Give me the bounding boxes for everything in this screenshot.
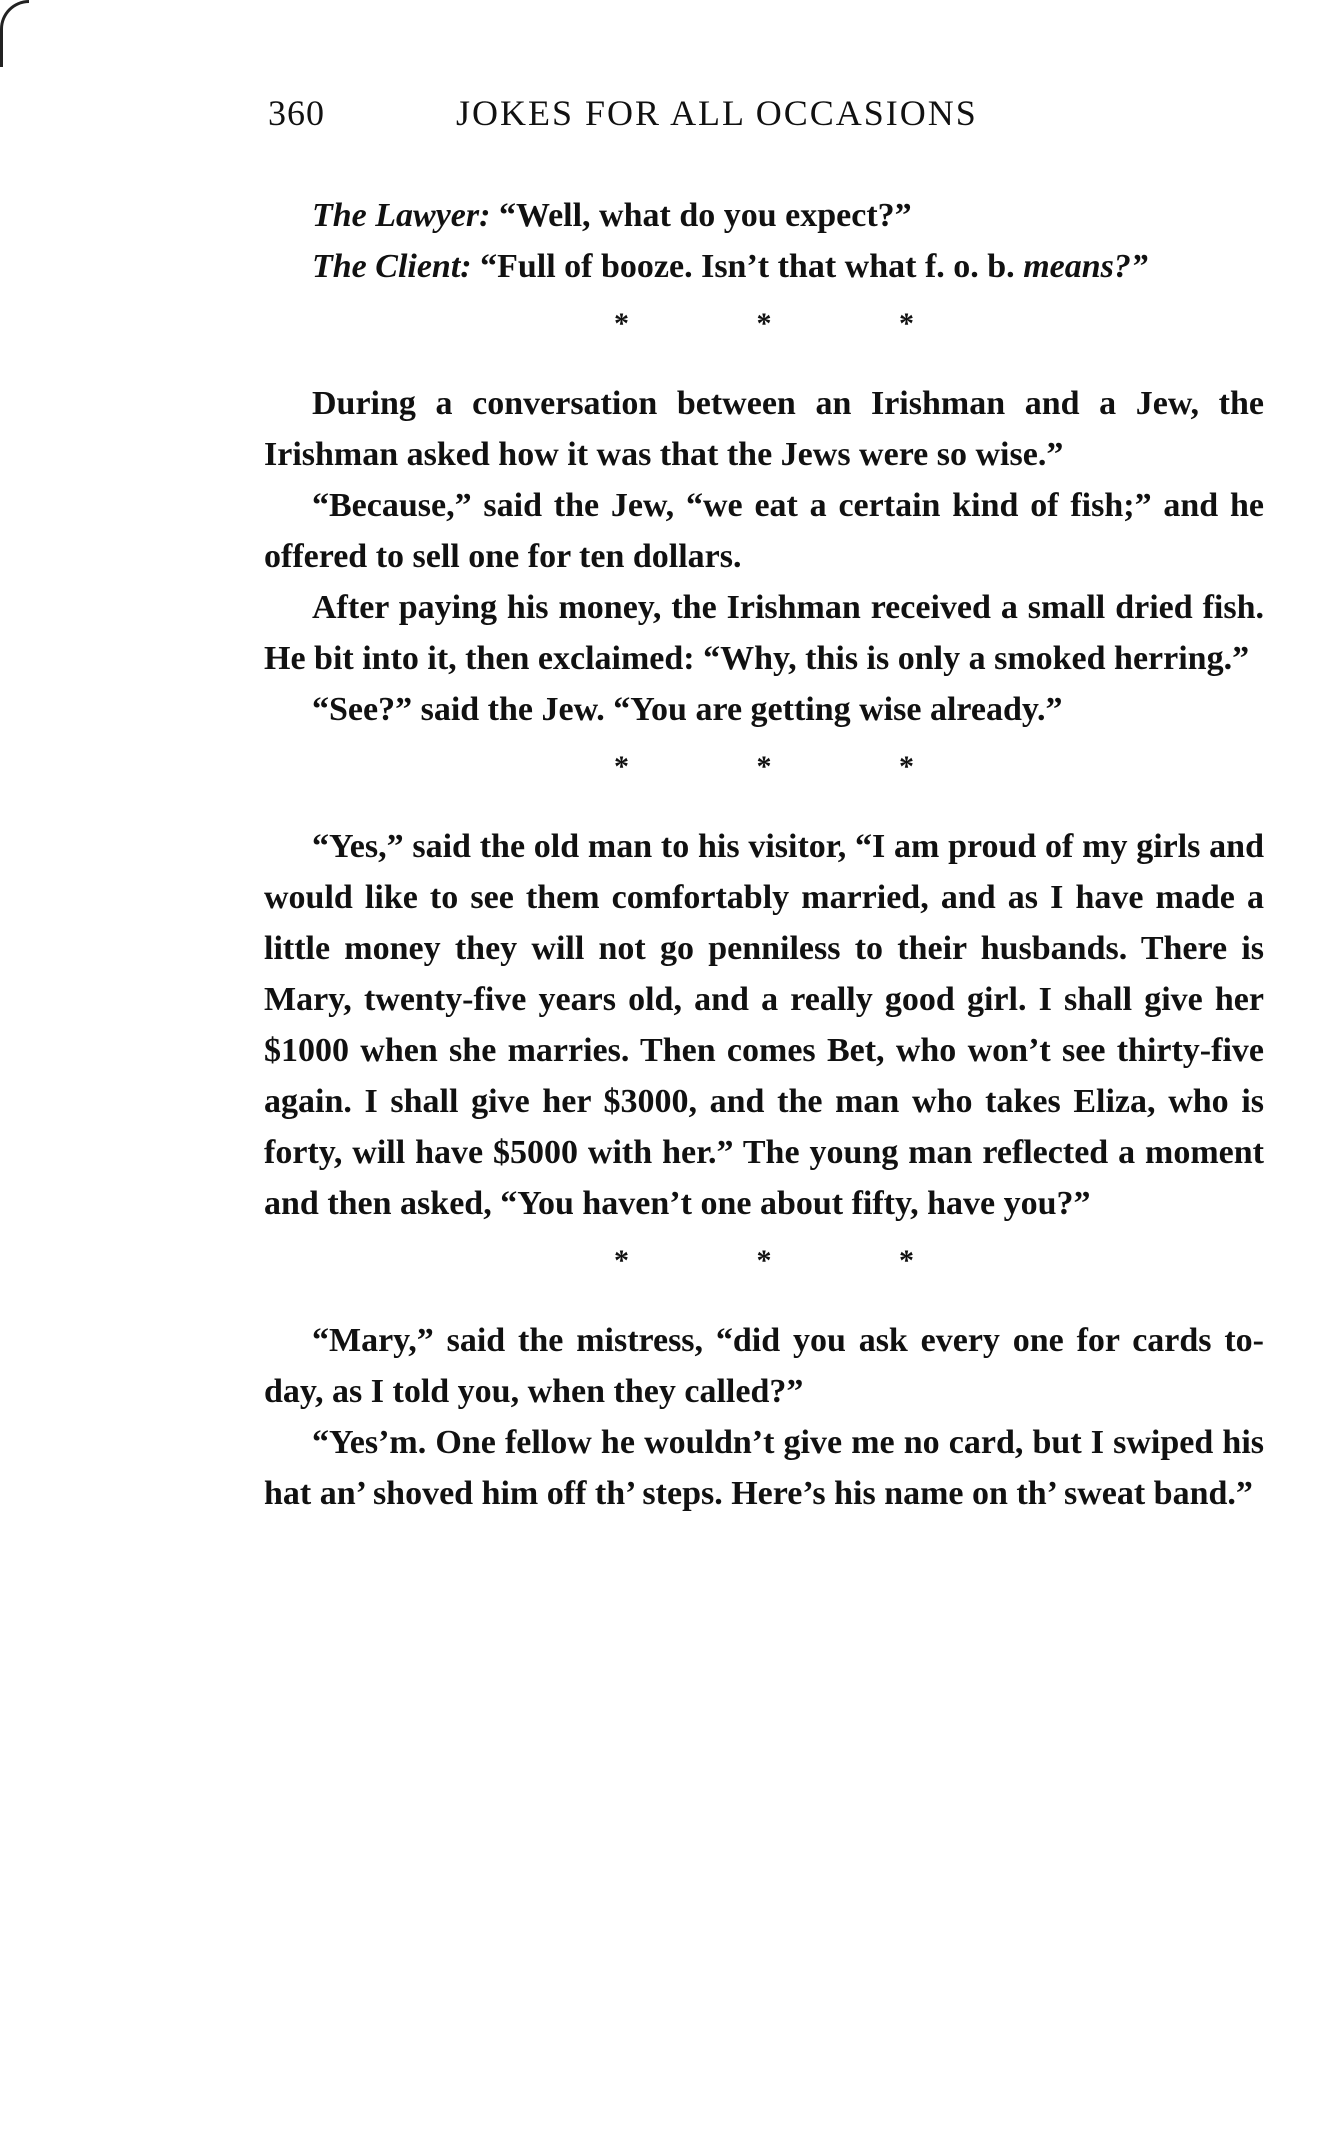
joke4-paragraph: “Yes’m. One fellow he wouldn’t give me no card, but I swiped his hat an’ shoved him off th’ steps. Here’s his name on th’ sweat band.” [264,1424,1264,1512]
page-number: 360 [268,93,325,133]
joke2-paragraph: “See?” said the Jew. “You are getting wise already.” [312,691,1063,728]
lawyer-dialogue: “Well, what do you expect?” [490,197,912,234]
joke4-paragraph: “Mary,” said the mistress, “did you ask every one for cards to-day, as I told you, when they called?” [264,1322,1264,1410]
joke2-paragraph: During a conversation between an Irishman and a Jew, the Irishman asked how it was that the Jews were so wise.” [264,385,1264,473]
joke1-client-line [264,241,1264,292]
section-separator: * * * [614,307,974,340]
page-header [268,92,1268,142]
speaker-lawyer: The Lawyer: [312,197,491,234]
joke2-paragraph: “Because,” said the Jew, “we eat a certain kind of fish;” and he offered to sell one for ten dollars. [264,487,1264,575]
joke1-lawyer-line [264,190,1264,241]
joke2-paragraph: After paying his money, the Irishman received a small dried fish. He bit into it, then exclaimed: “Why, this is only a smoked herring.” [264,589,1264,677]
running-title: JOKES FOR ALL OCCASIONS [456,93,978,133]
scan-corner-mark [0,0,29,67]
client-dialogue: “Full of booze. Isn’t that what f. o. b. [471,248,1015,285]
joke3-paragraph: “Yes,” said the old man to his visitor, “I am proud of my girls and would like to see them comfortably married, and as I have made a little money they will not go penniless to their husbands. There is Mary, twenty-five years old, and a really good girl. I shall give her $1000 when she marries. Then comes Bet, who won’t see thirty-five again. I shall give her $3000, and the man who takes Eliza, who is forty, will have $5000 with her.” The young man reflected a moment and then asked, “You haven’t one about fifty, have you?” [264,828,1264,1222]
speaker-client: The Client: [312,248,472,285]
client-dialogue-tail: means?” [1023,248,1148,285]
section-separator: * * * [614,750,974,783]
section-separator: * * * [614,1244,974,1277]
page-body [264,190,1264,1519]
